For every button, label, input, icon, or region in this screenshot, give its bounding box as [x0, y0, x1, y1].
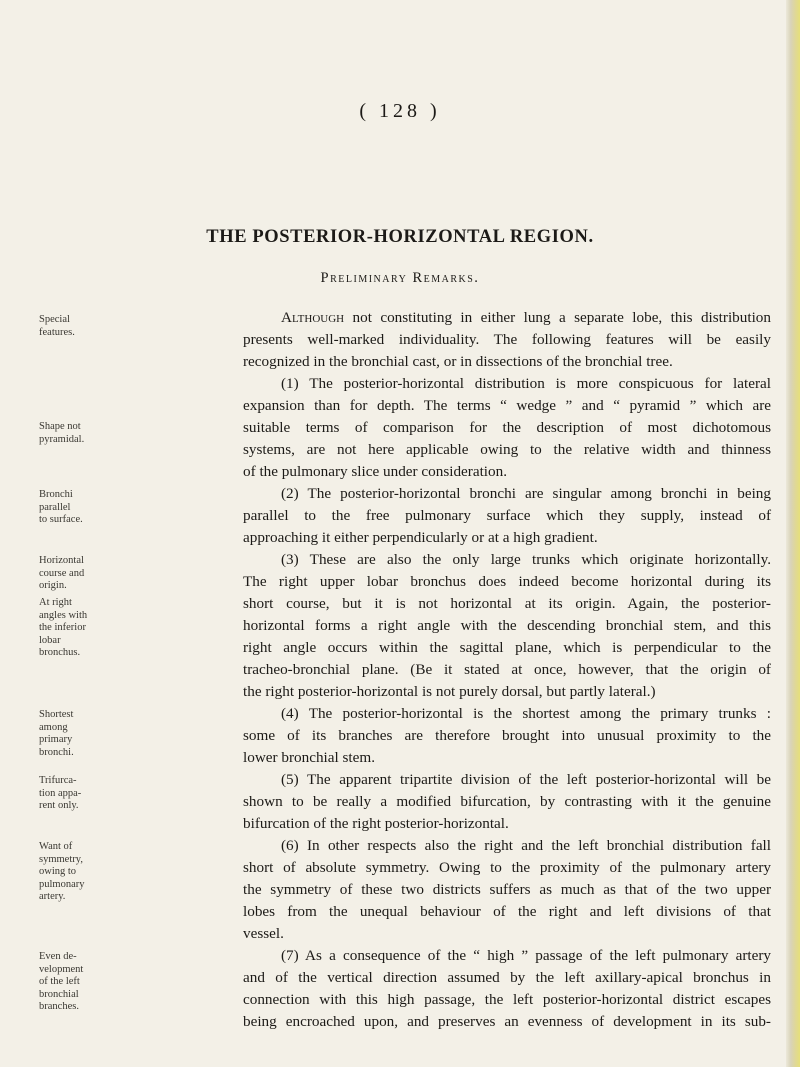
margin-note-line: bronchus. — [39, 647, 81, 658]
body-line: of the pulmonary slice under consideration. — [243, 463, 508, 480]
body-line: (1) The posterior-horizontal distribution is more conspicuous for lateral — [281, 375, 771, 392]
body-line: (2) The posterior-horizontal bronchi are singular among bronchi in being — [281, 485, 771, 502]
margin-note-line: owing to — [39, 866, 77, 877]
margin-note — [39, 841, 107, 904]
margin-note-line: symmetry, — [39, 853, 83, 865]
margin-note-line: rent only. — [39, 800, 79, 811]
section-title: THE POSTERIOR-HORIZONTAL REGION. — [206, 227, 594, 247]
body-line: short of absolute symmetry. Owing to the proximity of the pulmonary artery — [243, 859, 771, 876]
body-line: tracheo-bronchial plane. (Be it stated at once, however, that the origin of — [243, 661, 771, 678]
margin-note-line: origin. — [39, 580, 67, 591]
body-line: parallel to the free pulmonary surface which they supply, instead of — [243, 507, 771, 524]
margin-note-line: of the left — [39, 976, 80, 987]
body-line: (6) In other respects also the right and the left bronchial distribution fall — [281, 837, 771, 854]
margin-note-line: Special — [39, 314, 70, 325]
body-line: horizontal forms a right angle with the descending bronchial stem, and this — [243, 617, 771, 634]
margin-note-line: pulmonary — [39, 878, 85, 890]
body-line: lobes from the unequal behaviour of the right and left divisions of that — [243, 903, 771, 920]
margin-note-line: among — [39, 721, 68, 733]
margin-note-line: At right — [39, 597, 72, 608]
margin-note-line: angles with — [39, 609, 88, 621]
margin-note-line: parallel — [39, 501, 71, 513]
body-line: short course, but it is not horizontal at its origin. Again, the posterior- — [243, 595, 771, 612]
body-line: (5) The apparent tripartite division of the left posterior-horizontal will be — [281, 771, 771, 788]
margin-note-line: bronchi. — [39, 746, 74, 758]
body-line: connection with this high passage, the left posterior-horizontal district escapes — [243, 991, 771, 1008]
body-line: (4) The posterior-horizontal is the shortest among the primary trunks : — [281, 705, 771, 722]
margin-note-line: to surface. — [39, 514, 83, 525]
body-line: the symmetry of these two districts suffers as much as that of the two upper — [243, 881, 771, 898]
margin-note — [39, 314, 107, 339]
body-line: (3) These are also the only large trunks which originate horizontally. — [281, 551, 771, 568]
margin-note-line: Want of — [39, 841, 73, 852]
body-line: systems, are not here applicable owing to the relative width and thinness — [243, 441, 771, 458]
margin-note-line: tion appa- — [39, 787, 82, 799]
body-line: recognized in the bronchial cast, or in dissections of the bronchial tree. — [243, 353, 673, 370]
body-line: the right posterior-horizontal is not purely dorsal, but partly lateral.) — [243, 683, 656, 700]
body-line: bifurcation of the right posterior-horizontal. — [243, 815, 509, 832]
body-line: presents well-marked individuality. The following features will be easily — [243, 331, 771, 348]
body-line: suitable terms of comparison for the description of most dichotomous — [243, 419, 771, 436]
margin-note-line: pyramidal. — [39, 433, 85, 445]
body-line: approaching it either perpendicularly or at a high gradient. — [243, 529, 598, 546]
body-line: and of the vertical direction assumed by the left axillary-apical bronchus in — [243, 969, 771, 986]
margin-note-line: branches. — [39, 1001, 79, 1012]
margin-note-line: Horizontal — [39, 555, 84, 566]
margin-note-line: Even de- — [39, 951, 77, 962]
margin-note-line: Shape not — [39, 421, 81, 432]
section-subtitle: Preliminary Remarks. — [320, 270, 480, 286]
body-line: expansion than for depth. The terms “ wedge ” and “ pyramid ” which are — [243, 397, 771, 414]
margin-note-line: Bronchi — [39, 489, 73, 500]
margin-note-line: the inferior — [39, 622, 86, 633]
margin-note — [39, 709, 107, 759]
margin-note-line: lobar — [39, 634, 61, 646]
margin-note-line: Trifurca- — [39, 775, 77, 786]
margin-note-line: bronchial — [39, 988, 79, 1000]
margin-note-line: primary — [39, 734, 73, 745]
margin-note — [39, 555, 107, 593]
margin-note-line: Shortest — [39, 709, 74, 720]
margin-note — [39, 775, 107, 813]
page-number: ( 128 ) — [359, 100, 441, 122]
margin-note — [39, 421, 107, 446]
body-line: The right upper lobar bronchus does indeed become horizontal during its — [243, 573, 771, 590]
body-line: Although not constituting in either lung a separate lobe, this distribution — [281, 309, 771, 326]
body-line: lower bronchial stem. — [243, 749, 376, 766]
body-line: some of its branches are therefore brought into unusual proximity to the — [243, 727, 771, 744]
body-line: right angle occurs within the sagittal plane, which is perpendicular to the — [243, 639, 771, 656]
body-line: vessel. — [243, 925, 284, 942]
margin-note-line: course and — [39, 567, 85, 579]
margin-note — [39, 951, 107, 1014]
body-line: (7) As a consequence of the “ high ” passage of the left pulmonary artery — [281, 947, 771, 964]
margin-note — [39, 597, 107, 660]
body-line: shown to be really a modified bifurcation, by contrasting with it the genuine — [243, 793, 771, 810]
margin-note-line: features. — [39, 326, 75, 338]
margin-note-line: velopment — [39, 963, 84, 975]
page-edge — [786, 0, 800, 1067]
body-line: being encroached upon, and preserves an evenness of development in its sub- — [243, 1013, 771, 1030]
margin-note-line: artery. — [39, 891, 66, 902]
opening-word: Although — [281, 309, 345, 326]
margin-note — [39, 489, 107, 527]
